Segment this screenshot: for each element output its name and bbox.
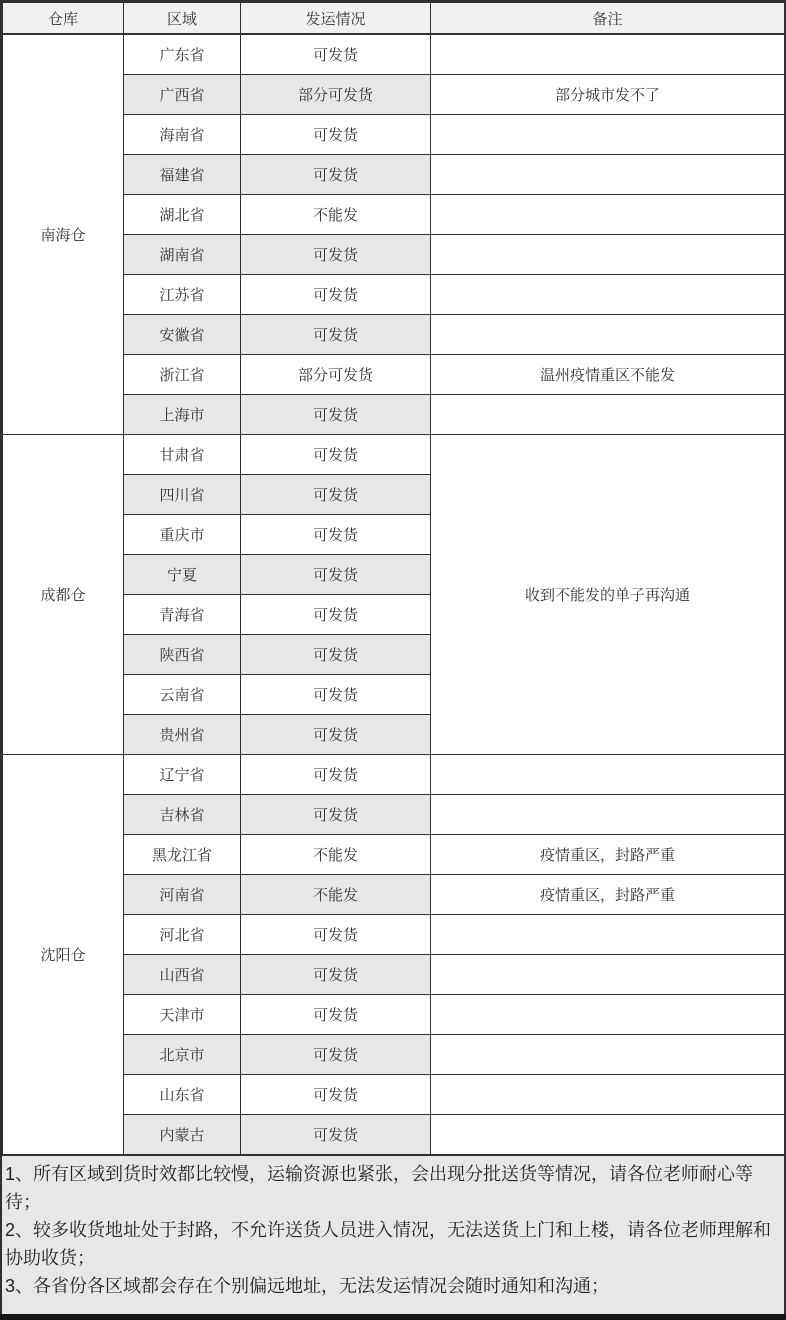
region-cell: 吉林省 <box>124 795 241 835</box>
note-cell: 疫情重区，封路严重 <box>431 875 785 915</box>
note-cell <box>431 795 785 835</box>
note-cell <box>431 155 785 195</box>
region-cell: 重庆市 <box>124 515 241 555</box>
region-cell: 上海市 <box>124 395 241 435</box>
region-cell: 河北省 <box>124 915 241 955</box>
status-cell: 可发货 <box>241 34 431 75</box>
col-header-region: 区域 <box>124 3 241 35</box>
bottom-dark-bar <box>0 1314 786 1320</box>
note-cell: 疫情重区，封路严重 <box>431 835 785 875</box>
region-cell: 贵州省 <box>124 715 241 755</box>
note-cell: 温州疫情重区不能发 <box>431 355 785 395</box>
region-cell: 江苏省 <box>124 275 241 315</box>
region-cell: 云南省 <box>124 675 241 715</box>
status-cell: 部分可发货 <box>241 75 431 115</box>
status-cell: 不能发 <box>241 835 431 875</box>
region-cell: 广西省 <box>124 75 241 115</box>
status-cell: 可发货 <box>241 275 431 315</box>
status-cell: 可发货 <box>241 635 431 675</box>
note-cell <box>431 315 785 355</box>
footer-note-2: 2、较多收货地址处于封路，不允许送货人员进入情况，无法送货上门和上楼，请各位老师理解和协助收货； <box>5 1220 772 1268</box>
status-cell: 可发货 <box>241 795 431 835</box>
note-cell <box>431 1075 785 1115</box>
status-cell: 可发货 <box>241 395 431 435</box>
warehouse-cell: 沈阳仓 <box>3 755 124 1155</box>
warehouse-cell: 南海仓 <box>3 34 124 435</box>
status-cell: 可发货 <box>241 155 431 195</box>
note-cell <box>431 915 785 955</box>
note-cell: 部分城市发不了 <box>431 75 785 115</box>
note-cell <box>431 115 785 155</box>
region-cell: 北京市 <box>124 1035 241 1075</box>
table-row <box>3 34 785 75</box>
merged-note-cell: 收到不能发的单子再沟通 <box>431 435 785 755</box>
header-row <box>3 3 785 35</box>
region-cell: 湖北省 <box>124 195 241 235</box>
status-cell: 可发货 <box>241 115 431 155</box>
status-cell: 可发货 <box>241 555 431 595</box>
status-cell: 可发货 <box>241 755 431 795</box>
note-cell <box>431 395 785 435</box>
note-cell <box>431 195 785 235</box>
status-cell: 可发货 <box>241 435 431 475</box>
footer-notes <box>2 1155 784 1314</box>
note-cell <box>431 235 785 275</box>
status-cell: 可发货 <box>241 915 431 955</box>
status-cell: 可发货 <box>241 1075 431 1115</box>
region-cell: 广东省 <box>124 34 241 75</box>
region-cell: 辽宁省 <box>124 755 241 795</box>
status-cell: 可发货 <box>241 1035 431 1075</box>
col-header-status: 发运情况 <box>241 3 431 35</box>
region-cell: 山西省 <box>124 955 241 995</box>
table-row <box>3 435 785 475</box>
status-cell: 可发货 <box>241 515 431 555</box>
status-cell: 可发货 <box>241 955 431 995</box>
region-cell: 天津市 <box>124 995 241 1035</box>
col-header-warehouse: 仓库 <box>3 3 124 35</box>
table-row <box>3 755 785 795</box>
status-cell: 可发货 <box>241 715 431 755</box>
status-cell: 可发货 <box>241 675 431 715</box>
shipping-status-table <box>2 2 785 1155</box>
status-cell: 可发货 <box>241 1115 431 1155</box>
footer-note-3: 3、各省份各区域都会存在个别偏远地址，无法发运情况会随时通知和沟通； <box>5 1276 610 1296</box>
note-cell <box>431 955 785 995</box>
region-cell: 甘肃省 <box>124 435 241 475</box>
status-cell: 可发货 <box>241 995 431 1035</box>
region-cell: 青海省 <box>124 595 241 635</box>
region-cell: 宁夏 <box>124 555 241 595</box>
status-cell: 可发货 <box>241 595 431 635</box>
status-cell: 不能发 <box>241 875 431 915</box>
status-cell: 可发货 <box>241 235 431 275</box>
region-cell: 陕西省 <box>124 635 241 675</box>
note-cell <box>431 1035 785 1075</box>
region-cell: 福建省 <box>124 155 241 195</box>
region-cell: 湖南省 <box>124 235 241 275</box>
region-cell: 内蒙古 <box>124 1115 241 1155</box>
region-cell: 四川省 <box>124 475 241 515</box>
note-cell <box>431 995 785 1035</box>
status-cell: 不能发 <box>241 195 431 235</box>
region-cell: 安徽省 <box>124 315 241 355</box>
status-cell: 可发货 <box>241 315 431 355</box>
region-cell: 山东省 <box>124 1075 241 1115</box>
note-cell <box>431 34 785 75</box>
note-cell <box>431 755 785 795</box>
status-cell: 部分可发货 <box>241 355 431 395</box>
col-header-note: 备注 <box>431 3 785 35</box>
region-cell: 河南省 <box>124 875 241 915</box>
warehouse-cell: 成都仓 <box>3 435 124 755</box>
footer-note-1: 1、所有区域到货时效都比较慢，运输资源也紧张，会出现分批送货等情况，请各位老师耐心等待； <box>5 1164 754 1212</box>
status-cell: 可发货 <box>241 475 431 515</box>
region-cell: 黑龙江省 <box>124 835 241 875</box>
note-cell <box>431 1115 785 1155</box>
region-cell: 浙江省 <box>124 355 241 395</box>
note-cell <box>431 275 785 315</box>
region-cell: 海南省 <box>124 115 241 155</box>
